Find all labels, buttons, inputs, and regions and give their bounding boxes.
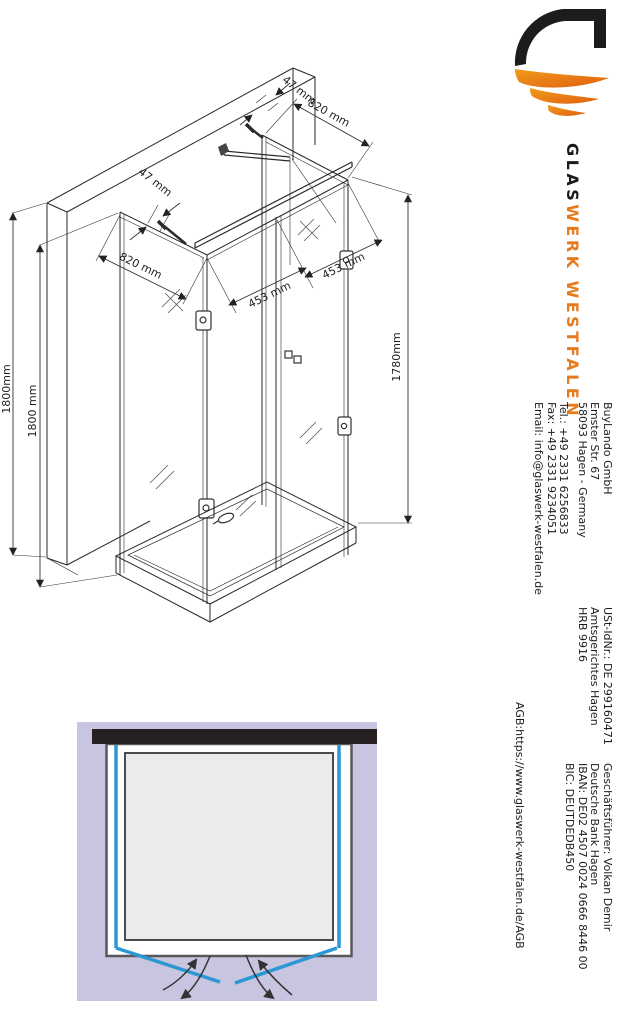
wall-bar [92,729,377,744]
phone-number: Tel.: +49 2331 6256833 [557,402,571,535]
register-court: Amtsgerichtes Hagen [588,607,602,726]
city-address: 58093 Hagen - Germany [575,402,589,538]
register-number: HRB 9916 [575,607,589,662]
contact-block [531,402,613,595]
email-address: Email: info@glaswerk-westfalen.de [532,402,546,595]
terms-url: AGB:https://www.glaswerk-westfalen.de/AGB [513,702,526,949]
vat-id: USt-IdNr.: DE 299160471 [601,607,614,745]
letterhead-panel [496,0,626,1024]
glass-reflections [150,219,322,516]
isometric-drawing [0,55,460,655]
knob-right [294,356,301,363]
bank-name: Deutsche Bank Hagen [588,763,602,886]
street-address: Emster Str. 67 [588,402,602,481]
dim-label-453-right: 453 mm [319,249,367,282]
company-name: BuyLando GmbH [601,402,614,495]
dim-label-1800-inner: 1800 mm [26,384,39,438]
knob-left [285,351,292,358]
bic: BIC: DEUTDEDB450 [563,763,577,872]
legal-block [575,607,613,745]
dim-label-47-left: 47 mm [135,165,175,200]
shower-tray-top [125,753,333,940]
dim-label-1800-outer: 1800mm [0,364,13,414]
bank-block [563,763,613,970]
iban: IBAN: DE02 4507 0024 0666 8446 00 [575,763,589,970]
glass-panels [120,135,348,604]
brand-name [563,143,582,419]
managing-director: Geschäftsführer: Volkan Demir [601,763,614,932]
dim-label-820-left: 820 mm [117,249,165,282]
fax-number: Fax: +49 2331 9234051 [544,402,558,535]
dim-label-47-right: 47 mm [279,73,319,108]
door-handle [217,511,235,524]
dim-label-1780: 1780mm [390,332,403,382]
dim-label-453-left: 453 mm [245,278,293,311]
brand-name-werk-westfalen: WERK WESTFALEN [563,204,582,420]
shower-tray [116,482,356,622]
wall-panel [47,68,315,575]
wall-mount-flag [218,143,229,156]
dim-label-820-right: 820 mm [305,96,352,130]
brand-name-glas: GLAS [563,143,582,205]
top-view-diagram [70,718,390,1008]
